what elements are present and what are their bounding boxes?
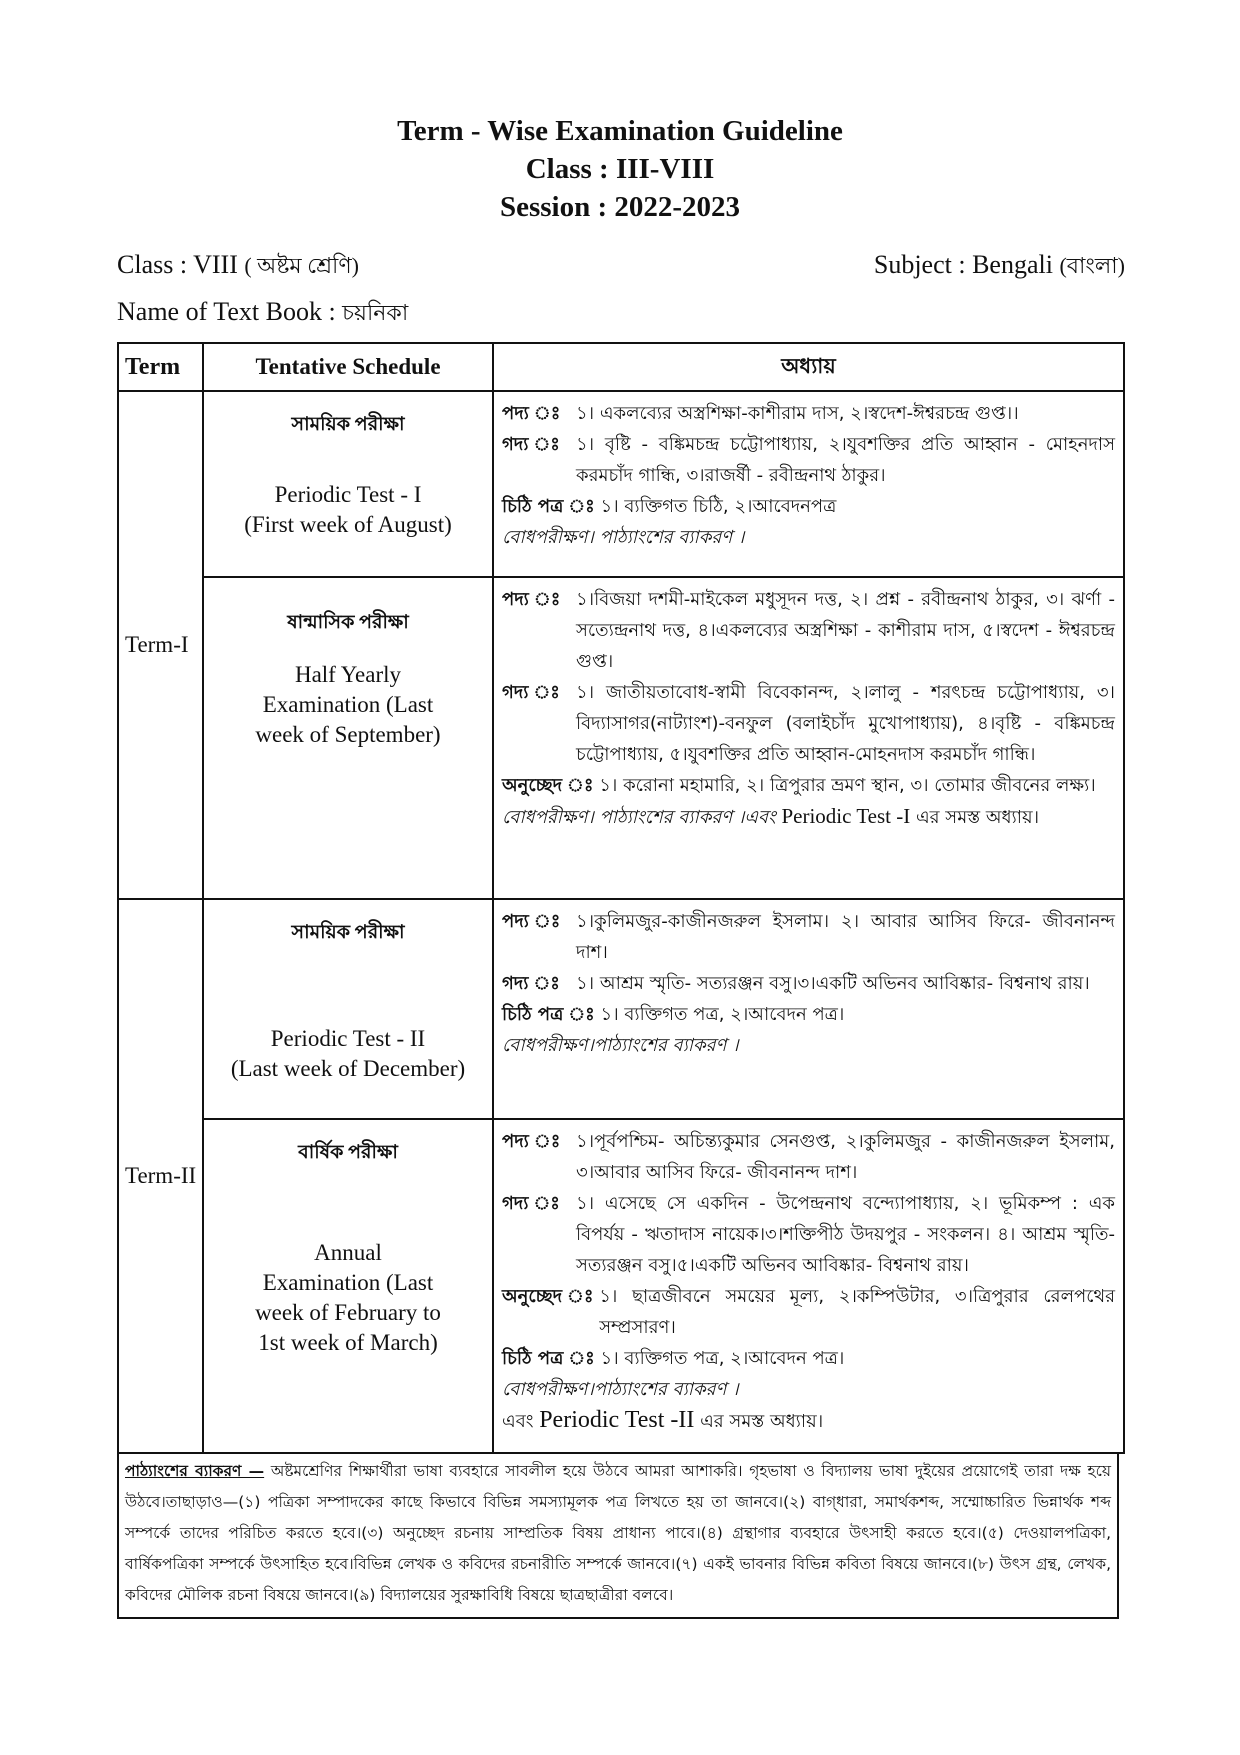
exam-timing: (Last week of December) [230, 1056, 466, 1081]
chapter-label: পদ্য ঃ [502, 403, 561, 424]
footer-english: Periodic Test -I [781, 804, 911, 828]
chapter-text: ১। ব্যক্তিগত পত্র, ২।আবেদন পত্র। [600, 1348, 845, 1369]
chapter-line [502, 1188, 1115, 1281]
chapter-label: পদ্য ঃ [502, 589, 561, 610]
footer-text: বোধপরীক্ষণ। পাঠ্যাংশের ব্যাকরণ ।এবং [502, 807, 776, 828]
chapter-line [502, 968, 1115, 999]
chapter-label: গদ্য ঃ [502, 973, 560, 994]
footer-english: Periodic Test -II [539, 1407, 695, 1433]
exam-timing: week of February to [255, 1300, 441, 1325]
header-term: Term [118, 343, 203, 391]
chapter-label: গদ্য ঃ [502, 682, 560, 703]
chapter-line [502, 677, 1115, 770]
footer-tail: এর সমস্ত অধ্যায়। [700, 1411, 824, 1432]
table-row [118, 391, 1124, 577]
chapter-footer [502, 801, 1115, 833]
exam-timing: week of September) [255, 722, 441, 747]
subject-info [874, 250, 1125, 281]
chapter-footer: বোধপরীক্ষণ। পাঠ্যাংশের ব্যাকরণ । [502, 527, 745, 548]
table-header-row [118, 343, 1124, 391]
exam-name: Periodic Test - II [270, 1026, 426, 1051]
exam-name: Periodic Test - I [274, 482, 422, 507]
chapters-cell [493, 577, 1124, 899]
chapter-text: ১। বৃষ্টি - বঙ্কিমচন্দ্র চট্টোপাধ্যায়, ২।যুবশক্তির প্রতি আহ্বান - মোহনদাস করমচাঁদ গান্ধি, ৩।রাজর্ষী - রবীন্দ্রনাথ ঠাকুর। [576, 434, 1115, 486]
grammar-note [117, 1452, 1119, 1619]
header-chapters: অধ্যায় [493, 343, 1124, 391]
term-cell: Term-II [118, 899, 203, 1453]
chapter-label: অনুচ্ছেদ ঃ [502, 1286, 594, 1307]
chapter-text: ১। ছাত্রজীবনে সময়ের মূল্য, ২।কম্পিউটার, ৩।ত্রিপুরার রেলপথের সম্প্রসারণ। [599, 1286, 1115, 1338]
chapter-text: ১।পূর্বপশ্চিম- অচিন্ত্যকুমার সেনগুপ্ত, ২।কুলিমজুর - কাজীনজরুল ইসলাম, ৩।আবার আসিব ফিরে- জীবনানন্দ দাশ। [576, 1131, 1115, 1183]
table-row [118, 899, 1124, 1119]
class-range: Class : III-VIII [525, 153, 715, 185]
chapter-line [502, 491, 1115, 522]
note-body: অষ্টমশ্রেণির শিক্ষার্থীরা ভাষা ব্যবহারে সাবলীল হয়ে উঠবে আমরা আশাকরি। গৃহভাষা ও বিদ্যালয় ভাষা দুইয়ের প্রয়োগেই তারা দক্ষ হয়ে উঠবে।তাছাড়াও—(১) পত্রিকা সম্পাদকের কাছে কিভাবে বিভিন্ন সমস্যামূলক পত্র লিখতে হয় তা জানবে।(২) বাগ্‌ধারা, সমার্থকশব্দ, সম্মোচ্চারিত ভিন্নার্থক শব্দ সম্পর্কে তাদের পরিচিত করতে হবে।(৩) অনুচ্ছেদ রচনায় সাম্প্রতিক বিষয় প্রাধান্য পাবে।(৪) গ্রন্থাগার ব্যবহারে উৎসাহী করতে হবে।(৫) দেওয়ালপত্রিকা, বার্ষিকপত্রিকা সম্পর্কে উৎসাহিত হবে।বিভিন্ন লেখক ও কবিদের রচনারীতি সম্পর্কে জানবে।(৭) একই ভাবনার বিভিন্ন কবিতা বিষয়ে জানবে।(৮) উৎস গ্রন্থ, লেখক, কবিদের মৌলিক রচনা বিষয়ে জানবে।(৯) বিদ্যালয়ের সুরক্ষাবিধি বিষয়ে ছাত্রছাত্রীরা বলবে। [125, 1462, 1111, 1604]
chapter-label: গদ্য ঃ [502, 434, 560, 455]
chapter-text: ১। আশ্রম স্মৃতি- সত্যরঞ্জন বসু।৩।একটি অভিনব আবিষ্কার- বিশ্বনাথ রায়। [576, 973, 1090, 994]
document-title: Term - Wise Examination Guideline [397, 115, 843, 147]
exam-name: Half Yearly [294, 662, 402, 687]
exam-name: Annual [314, 1240, 382, 1265]
textbook-name: চয়নিকা [342, 300, 409, 325]
class-label: Class : VIII [117, 250, 238, 279]
chapter-line [502, 1126, 1115, 1188]
chapter-text: ১।বিজয়া দশমী-মাইকেল মধুসূদন দত্ত, ২। প্রশ্ন - রবীন্দ্রনাথ ঠাকুর, ৩। ঝর্ণা - সত্যেন্দ্রনাথ দত্ত, ৪।একলব্যের অস্ত্রশিক্ষা - কাশীরাম দাস, ৫।স্বদেশ - ঈশ্বরচন্দ্র গুপ্ত। [576, 589, 1115, 672]
exam-name-bengali: ষান্মাসিক পরীক্ষা [287, 612, 409, 633]
schedule-cell [203, 391, 493, 577]
chapter-footer: বোধপরীক্ষণ।পাঠ্যাংশের ব্যাকরণ । [502, 1379, 739, 1400]
table-row [118, 577, 1124, 899]
schedule-table [117, 342, 1125, 1454]
schedule-cell [203, 899, 493, 1119]
header-schedule: Tentative Schedule [203, 343, 493, 391]
chapter-label: পদ্য ঃ [502, 1131, 561, 1152]
chapter-text: ১। ব্যক্তিগত চিঠি, ২।আবেদনপত্র [600, 496, 837, 517]
chapter-label: অনুচ্ছেদ ঃ [502, 775, 594, 796]
chapter-line [502, 584, 1115, 677]
subject-bengali: (বাংলা) [1059, 253, 1125, 278]
exam-name-bengali: বার্ষিক পরীক্ষা [298, 1142, 398, 1163]
chapter-label: চিঠি পত্র ঃ [502, 1348, 595, 1369]
table-row [118, 1119, 1124, 1453]
chapter-label: চিঠি পত্র ঃ [502, 496, 595, 517]
session: Session : 2022-2023 [499, 191, 741, 223]
exam-name-bengali: সাময়িক পরীক্ষা [291, 922, 405, 943]
schedule-cell [203, 577, 493, 899]
chapters-cell [493, 1119, 1124, 1453]
exam-timing: Examination (Last [262, 1270, 434, 1295]
footer-tail: এর সমস্ত অধ্যায়। [915, 807, 1040, 828]
chapter-label: গদ্য ঃ [502, 1193, 560, 1214]
chapter-text: ১। এসেছে সে একদিন - উপেন্দ্রনাথ বন্দ্যোপাধ্যায়, ২। ভূমিকম্প : এক বিপর্যয় - ঋতাদাস নায়েক।৩।শক্তিপীঠ উদয়পুর - সংকলন। ৪। আশ্রম স্মৃতি- সত্যরঞ্জন বসু।৫।একটি অভিনব আবিষ্কার- বিশ্বনাথ রায়। [576, 1193, 1115, 1276]
chapter-line [502, 1281, 1115, 1343]
chapter-footer [502, 1405, 1115, 1437]
chapter-text: ১। একলব্যের অস্ত্রশিক্ষা-কাশীরাম দাস, ২।স্বদেশ-ঈশ্বরচন্দ্র গুপ্ত।। [576, 403, 1019, 424]
schedule-cell [203, 1119, 493, 1453]
class-info [117, 250, 359, 281]
note-heading: পাঠ্যাংশের ব্যাকরণ — [125, 1462, 265, 1480]
exam-name-bengali: সাময়িক পরীক্ষা [291, 414, 405, 435]
chapter-line [502, 906, 1115, 968]
subject-label: Subject : Bengali [873, 250, 1053, 279]
chapter-line [502, 1343, 1115, 1374]
chapters-cell [493, 391, 1124, 577]
chapter-text: ১। করোনা মহামারি, ২। ত্রিপুরার ভ্রমণ স্থান, ৩। তোমার জীবনের লক্ষ্য। [599, 775, 1096, 796]
chapter-line [502, 429, 1115, 491]
chapter-text: ১। জাতীয়তাবোধ-স্বামী বিবেকানন্দ, ২।লালু - শরৎচন্দ্র চট্টোপাধ্যায়, ৩। বিদ্যাসাগর(নাট্যাংশ)-বনফুল (বলাইচাঁদ মুখোপাধ্যায়), ৪।বৃষ্টি - বঙ্কিমচন্দ্র চট্টোপাধ্যায়, ৫।যুবশক্তির প্রতি আহ্বান-মোহনদাস করমচাঁদ গান্ধি। [576, 682, 1115, 765]
textbook-info [117, 297, 408, 328]
chapter-label: পদ্য ঃ [502, 911, 561, 932]
chapters-cell [493, 899, 1124, 1119]
chapter-line [502, 398, 1115, 429]
chapter-line [502, 770, 1115, 801]
chapter-footer: বোধপরীক্ষণ।পাঠ্যাংশের ব্যাকরণ । [502, 1035, 739, 1056]
textbook-label: Name of Text Book : [117, 297, 336, 326]
class-bengali: ( অষ্টম শ্রেণি) [244, 253, 359, 278]
footer-prefix: এবং [502, 1411, 534, 1432]
term-cell: Term-I [118, 391, 203, 899]
chapter-text: ১।কুলিমজুর-কাজীনজরুল ইসলাম। ২। আবার আসিব ফিরে- জীবনানন্দ দাশ। [576, 911, 1115, 963]
exam-timing: 1st week of March) [258, 1330, 438, 1355]
chapter-line [502, 999, 1115, 1030]
exam-timing: (First week of August) [244, 512, 452, 537]
exam-timing: Examination (Last [262, 692, 434, 717]
chapter-label: চিঠি পত্র ঃ [502, 1004, 595, 1025]
chapter-text: ১। ব্যক্তিগত পত্র, ২।আবেদন পত্র। [600, 1004, 845, 1025]
